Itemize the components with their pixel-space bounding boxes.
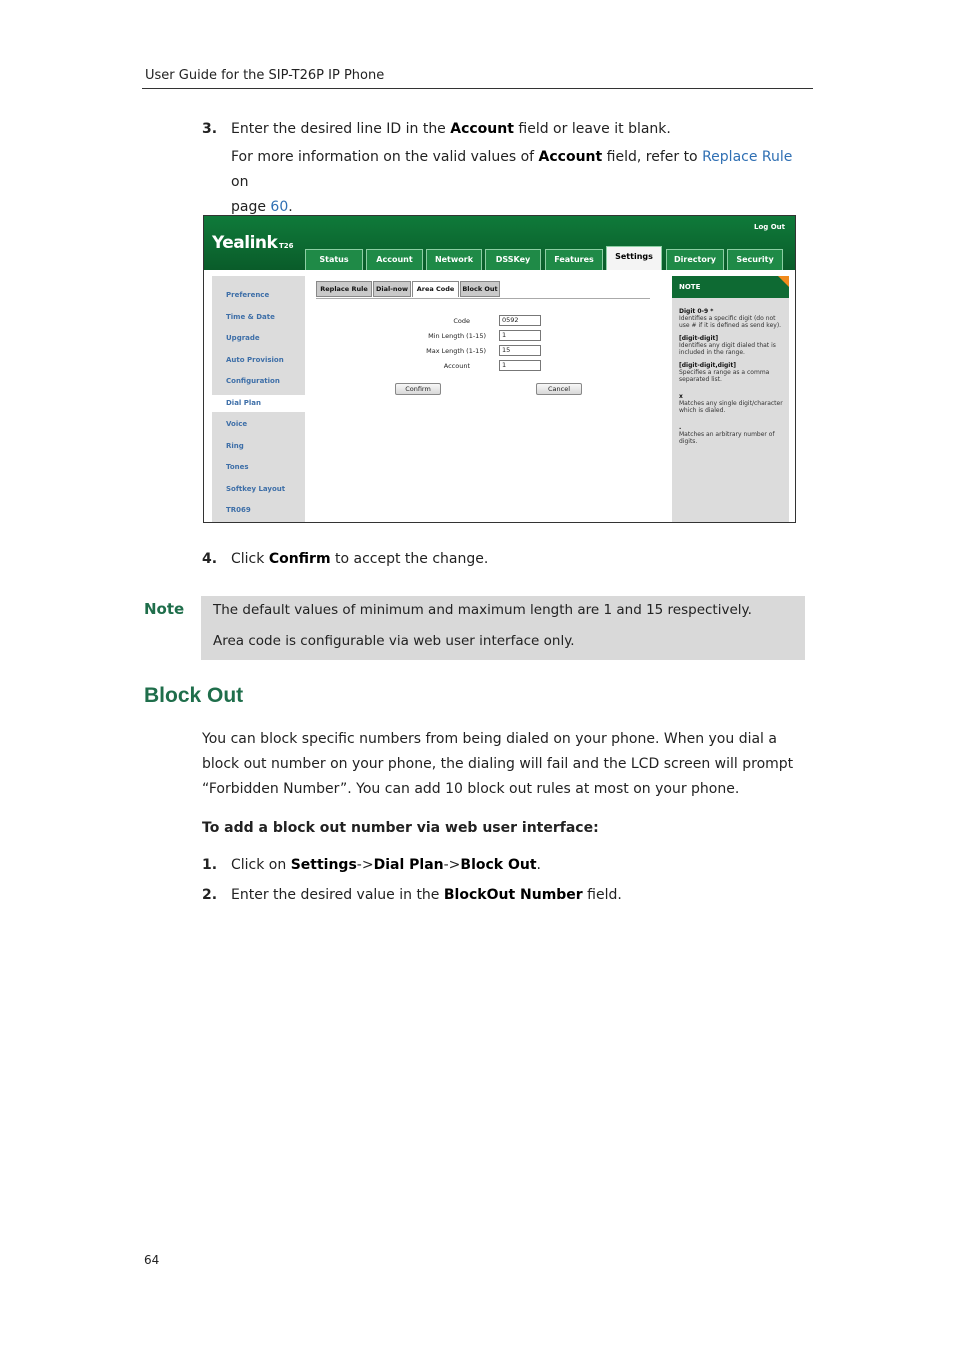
note-text: Matches an arbitrary number of digits.: [679, 431, 775, 445]
text-segment: to accept the change.: [330, 551, 489, 567]
text-segment: Enter the desired line ID in the: [231, 121, 451, 137]
nav-tr069[interactable]: TR069: [226, 506, 251, 514]
dial-plan-content: [308, 276, 668, 523]
bold-term: BlockOut Number: [443, 887, 583, 903]
subtab-replace-rule[interactable]: Replace Rule: [316, 281, 372, 297]
web-header-bar: [204, 216, 795, 270]
body-line: “Forbidden Number”. You can add 10 block out rules at most on your phone.: [202, 781, 740, 797]
tab-directory[interactable]: Directory: [666, 249, 724, 270]
bold-term: Block Out: [460, 857, 537, 873]
bold-term: Settings: [290, 857, 357, 873]
step-text: [231, 857, 541, 873]
logout-link[interactable]: Log Out: [754, 223, 785, 231]
step-number: 2.: [202, 887, 218, 903]
bold-term: Account: [538, 149, 603, 165]
section-body: [202, 727, 802, 802]
tab-settings[interactable]: Settings: [606, 246, 662, 270]
text-segment: Enter the desired value in the: [231, 887, 444, 903]
note-heading: [digit-digit]: [679, 335, 719, 342]
code-input[interactable]: 0592: [499, 315, 541, 326]
note-heading: .: [679, 424, 682, 431]
nav-configuration[interactable]: Configuration: [226, 377, 280, 385]
step-number: 3.: [202, 121, 218, 137]
account-input[interactable]: 1: [499, 360, 541, 371]
step-text: [231, 551, 488, 567]
text-segment: Click on: [231, 857, 291, 873]
body-line: You can block specific numbers from being dialed on your phone. When you dial a: [202, 731, 777, 747]
note-box: [201, 596, 805, 660]
note-panel: [672, 276, 789, 523]
subtab-dial-now[interactable]: Dial-now: [373, 281, 411, 297]
model-label: T26: [279, 242, 294, 250]
nav-upgrade[interactable]: Upgrade: [226, 334, 260, 342]
step-number: 4.: [202, 551, 218, 567]
nav-auto-provision[interactable]: Auto Provision: [226, 356, 284, 364]
step-3-more: [231, 145, 811, 220]
step-text: [231, 887, 622, 903]
nav-voice[interactable]: Voice: [226, 420, 248, 428]
text-segment: field or leave it blank.: [513, 121, 671, 137]
cancel-button[interactable]: Cancel: [536, 383, 582, 395]
page-number: 64: [144, 1253, 160, 1267]
text-segment: field, refer to: [602, 149, 703, 165]
text-segment: Click: [231, 551, 269, 567]
note-line-1: The default values of minimum and maximum length are 1 and 15 respectively.: [213, 602, 752, 618]
min-length-label: Min Length (1-15): [428, 332, 486, 340]
min-length-input[interactable]: 1: [499, 330, 541, 341]
replace-rule-link[interactable]: Replace Rule: [702, 149, 793, 165]
tab-dsskey[interactable]: DSSKey: [485, 249, 541, 270]
text-segment: field.: [582, 887, 622, 903]
body-line: block out number on your phone, the dialing will fail and the LCD screen will prompt: [202, 756, 794, 772]
confirm-button[interactable]: Confirm: [395, 383, 441, 395]
page-link[interactable]: 60: [270, 199, 289, 215]
text-segment: .: [536, 857, 541, 873]
note-heading: x: [679, 393, 683, 400]
account-label: Account: [443, 362, 470, 370]
note-heading: [digit-digit,digit]: [679, 362, 736, 369]
note-line-2: Area code is configurable via web user interface only.: [213, 633, 575, 649]
settings-sidebar: [212, 276, 305, 523]
note-panel-body: [679, 308, 785, 445]
note-text: Specifies a range as a comma separated list.: [679, 369, 770, 383]
text-segment: page: [231, 199, 271, 215]
nav-softkey-layout[interactable]: Softkey Layout: [226, 485, 286, 493]
page-header: [142, 67, 813, 89]
subtab-area-code[interactable]: Area Code: [412, 281, 459, 297]
note-label: Note: [144, 600, 185, 618]
subtab-block-out[interactable]: Block Out: [460, 281, 500, 297]
note-text: Identifies any digit dialed that is included in the range.: [679, 342, 776, 356]
yealink-logo: Yealink: [212, 233, 278, 253]
tab-account[interactable]: Account: [366, 249, 423, 270]
procedure-heading: To add a block out number via web user interface:: [202, 820, 599, 836]
note-text: Identifies a specific digit (do not use # if it is defined as send key).: [679, 315, 782, 329]
bold-term: Confirm: [268, 551, 331, 567]
web-ui-screenshot: [203, 215, 796, 523]
note-panel-title: NOTE: [672, 276, 789, 298]
tab-status[interactable]: Status: [305, 249, 363, 270]
max-length-input[interactable]: 15: [499, 345, 541, 356]
section-title: Block Out: [144, 684, 244, 707]
text-segment: .: [288, 199, 293, 215]
step-number: 1.: [202, 857, 218, 873]
note-heading: Digit 0-9 *: [679, 308, 714, 315]
code-label: Code: [453, 317, 470, 325]
note-corner-icon: [778, 276, 789, 287]
tab-network[interactable]: Network: [426, 249, 482, 270]
bold-term: Dial Plan: [373, 857, 444, 873]
tab-security[interactable]: Security: [727, 249, 783, 270]
text-segment: For more information on the valid values of: [231, 149, 539, 165]
nav-ring[interactable]: Ring: [226, 442, 244, 450]
tab-features[interactable]: Features: [545, 249, 603, 270]
header-title: User Guide for the SIP-T26P IP Phone: [145, 68, 385, 83]
text-segment: ->: [356, 857, 374, 873]
text-segment: on: [231, 174, 249, 190]
note-text: Matches any single digit/character which is dialed.: [679, 400, 783, 414]
bold-term: Account: [450, 121, 514, 137]
nav-dial-plan[interactable]: Dial Plan: [212, 395, 305, 412]
subtab-divider: [316, 298, 650, 299]
max-length-label: Max Length (1-15): [426, 347, 486, 355]
nav-preference[interactable]: Preference: [226, 291, 270, 299]
nav-time-date[interactable]: Time & Date: [226, 313, 275, 321]
text-segment: ->: [443, 857, 461, 873]
step-text: [231, 121, 671, 137]
nav-tones[interactable]: Tones: [226, 463, 249, 471]
